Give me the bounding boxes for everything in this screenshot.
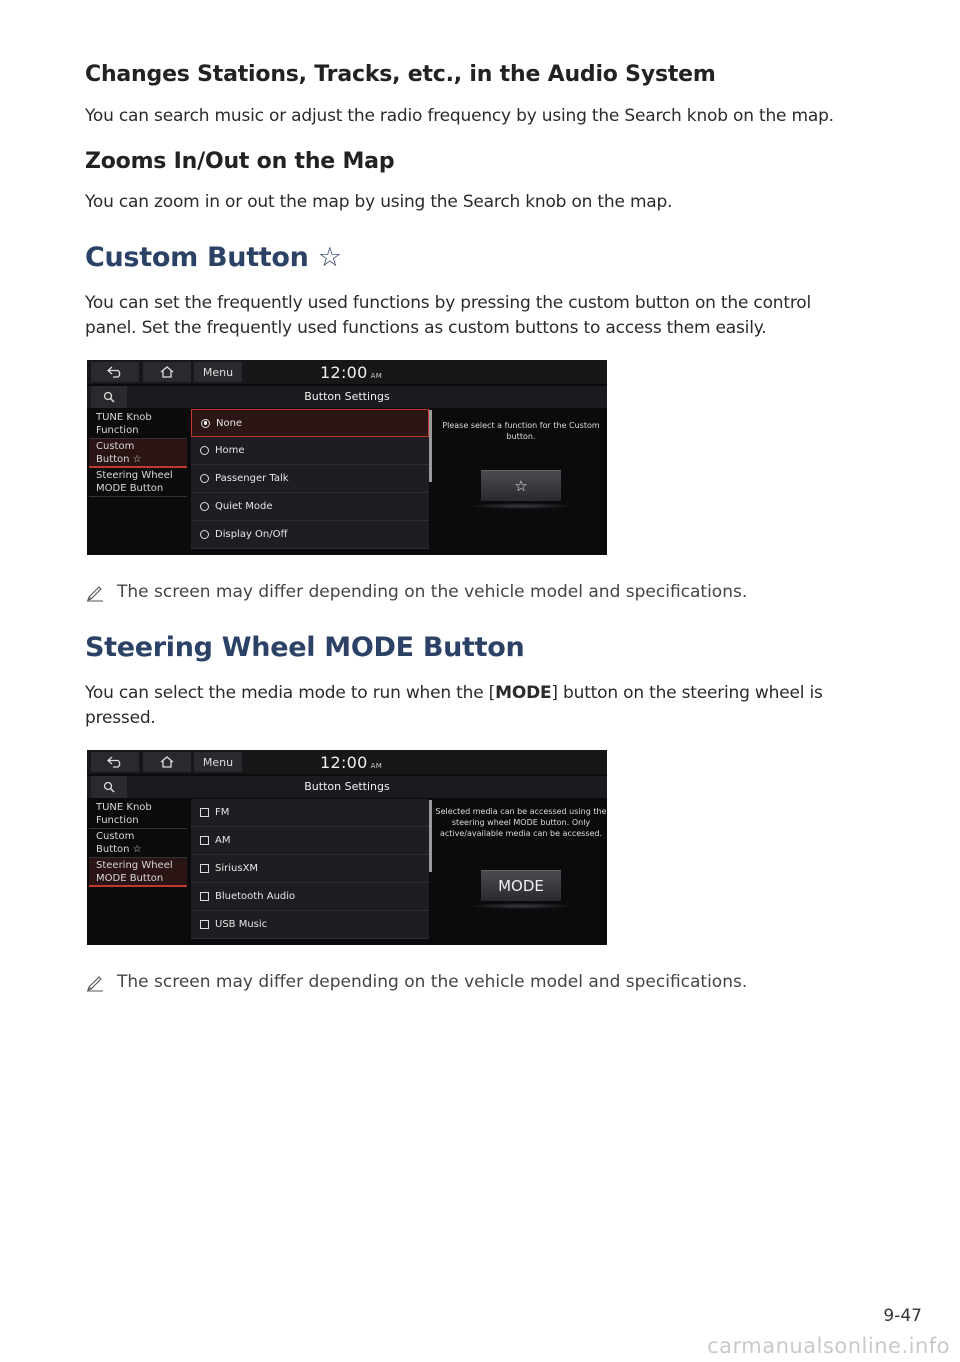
option-label: None bbox=[216, 417, 243, 429]
menu-button[interactable]: Menu bbox=[194, 752, 242, 772]
checkbox-icon bbox=[200, 808, 209, 817]
option-none[interactable] bbox=[191, 409, 429, 437]
sidebar-item-steering-wheel[interactable] bbox=[89, 858, 187, 887]
media-siriusxm[interactable] bbox=[191, 855, 429, 883]
option-display-onoff[interactable] bbox=[191, 521, 429, 549]
menu-button[interactable]: Menu bbox=[194, 362, 242, 382]
checkbox-icon bbox=[200, 864, 209, 873]
back-icon bbox=[107, 366, 123, 378]
option-home[interactable] bbox=[191, 437, 429, 465]
options-list bbox=[191, 409, 429, 549]
home-button[interactable] bbox=[143, 752, 191, 772]
sidebar-item-line2: Button ☆ bbox=[96, 844, 142, 855]
back-button[interactable] bbox=[91, 752, 139, 772]
media-list bbox=[191, 799, 429, 939]
info-text: Selected media can be accessed using the steering wheel MODE button. Only active/available media can be accessed. bbox=[435, 807, 607, 838]
mode-button[interactable]: MODE bbox=[481, 870, 561, 901]
page-number: 9-47 bbox=[883, 1306, 922, 1326]
option-label: FM bbox=[215, 807, 230, 818]
sidebar-item-line1: Custom bbox=[96, 441, 135, 452]
note-text: The screen may differ depending on the vehicle model and specifications. bbox=[117, 582, 748, 602]
title-bar bbox=[87, 776, 607, 798]
sidebar-item-tune-knob[interactable] bbox=[89, 410, 187, 439]
clock-ampm: AM bbox=[370, 372, 383, 380]
sidebar-item-line1: TUNE Knob bbox=[96, 412, 152, 423]
sidebar-item-line1: TUNE Knob bbox=[96, 802, 152, 813]
media-am[interactable] bbox=[191, 827, 429, 855]
option-label: AM bbox=[215, 835, 231, 846]
sidebar-item-custom-button[interactable] bbox=[89, 829, 187, 858]
checkbox-icon bbox=[200, 920, 209, 929]
home-icon bbox=[160, 366, 174, 378]
note-text: The screen may differ depending on the vehicle model and specifications. bbox=[117, 972, 748, 992]
back-icon bbox=[107, 756, 123, 768]
option-label: USB Music bbox=[215, 919, 268, 930]
radio-icon bbox=[200, 530, 209, 539]
custom-button-text: You can set the frequently used functions by pressing the custom button on the control panel. Set the frequently used functions as custom buttons to access them easily. bbox=[85, 293, 811, 338]
option-passenger-talk[interactable] bbox=[191, 465, 429, 493]
clock-ampm: AM bbox=[370, 762, 383, 770]
home-button[interactable] bbox=[143, 362, 191, 382]
section-heading-zoom: Zooms In/Out on the Map bbox=[85, 149, 395, 174]
screen-title: Button Settings bbox=[304, 390, 390, 403]
settings-sidebar bbox=[89, 410, 187, 497]
note-1 bbox=[85, 582, 747, 602]
steering-text-bold: MODE bbox=[495, 683, 552, 703]
sidebar-item-tune-knob[interactable] bbox=[89, 800, 187, 829]
pencil-note-icon bbox=[85, 582, 105, 602]
sidebar-item-line1: Steering Wheel bbox=[96, 860, 173, 871]
option-label: Passenger Talk bbox=[215, 473, 289, 484]
media-usb-music[interactable] bbox=[191, 911, 429, 939]
sidebar-item-line2: MODE Button bbox=[96, 483, 164, 494]
star-icon: ☆ bbox=[317, 242, 342, 273]
sidebar-item-line1: Custom bbox=[96, 831, 135, 842]
option-quiet-mode[interactable] bbox=[191, 493, 429, 521]
clock bbox=[320, 753, 382, 772]
sidebar-item-line2: MODE Button bbox=[96, 873, 164, 884]
sidebar-item-custom-button[interactable] bbox=[89, 439, 187, 468]
heading-steering-wheel: Steering Wheel MODE Button bbox=[85, 632, 525, 663]
radio-selected-icon bbox=[201, 419, 210, 428]
sidebar-item-line1: Steering Wheel bbox=[96, 470, 173, 481]
button-reflection bbox=[467, 503, 575, 509]
custom-star-button[interactable]: ☆ bbox=[481, 470, 561, 501]
back-button[interactable] bbox=[91, 362, 139, 382]
media-bluetooth-audio[interactable] bbox=[191, 883, 429, 911]
steering-text-b: ] button on the steering wheel is pressed. bbox=[85, 683, 823, 728]
radio-icon bbox=[200, 474, 209, 483]
settings-sidebar bbox=[89, 800, 187, 887]
option-label: Home bbox=[215, 445, 245, 456]
steering-wheel-text bbox=[85, 681, 855, 731]
button-reflection bbox=[467, 903, 575, 909]
heading-custom-button bbox=[85, 242, 342, 273]
scrollbar[interactable] bbox=[429, 800, 432, 872]
pencil-note-icon bbox=[85, 972, 105, 992]
top-bar bbox=[87, 360, 607, 384]
title-bar bbox=[87, 386, 607, 408]
sidebar-item-line2: Button ☆ bbox=[96, 454, 142, 465]
note-2 bbox=[85, 972, 747, 992]
option-label: Display On/Off bbox=[215, 529, 288, 540]
option-label: SiriusXM bbox=[215, 863, 259, 874]
radio-icon bbox=[200, 446, 209, 455]
clock bbox=[320, 363, 382, 382]
checkbox-icon bbox=[200, 836, 209, 845]
watermark: carmanualsonline.info bbox=[707, 1334, 950, 1358]
section-heading-audio: Changes Stations, Tracks, etc., in the Audio System bbox=[85, 62, 716, 87]
top-bar bbox=[87, 750, 607, 774]
home-icon bbox=[160, 756, 174, 768]
radio-icon bbox=[200, 502, 209, 511]
sidebar-item-line2: Function bbox=[96, 815, 139, 826]
section-text-zoom: You can zoom in or out the map by using the Search knob on the map. bbox=[85, 192, 673, 212]
checkbox-icon bbox=[200, 892, 209, 901]
screen-steering-mode bbox=[87, 750, 607, 945]
screen-title: Button Settings bbox=[304, 780, 390, 793]
clock-time: 12:00 bbox=[320, 753, 368, 772]
scrollbar[interactable] bbox=[429, 410, 432, 482]
screen-custom-button bbox=[87, 360, 607, 555]
media-fm[interactable] bbox=[191, 799, 429, 827]
option-label: Bluetooth Audio bbox=[215, 891, 296, 902]
section-text-audio: You can search music or adjust the radio frequency by using the Search knob on the map. bbox=[85, 106, 834, 126]
info-text: Please select a function for the Custom button. bbox=[442, 421, 600, 441]
option-label: Quiet Mode bbox=[215, 501, 273, 512]
heading-custom-button-text: Custom Button bbox=[85, 242, 309, 273]
sidebar-item-line2: Function bbox=[96, 425, 139, 436]
clock-time: 12:00 bbox=[320, 363, 368, 382]
steering-text-a: You can select the media mode to run when the [ bbox=[85, 683, 496, 703]
sidebar-item-steering-wheel[interactable] bbox=[89, 468, 187, 497]
